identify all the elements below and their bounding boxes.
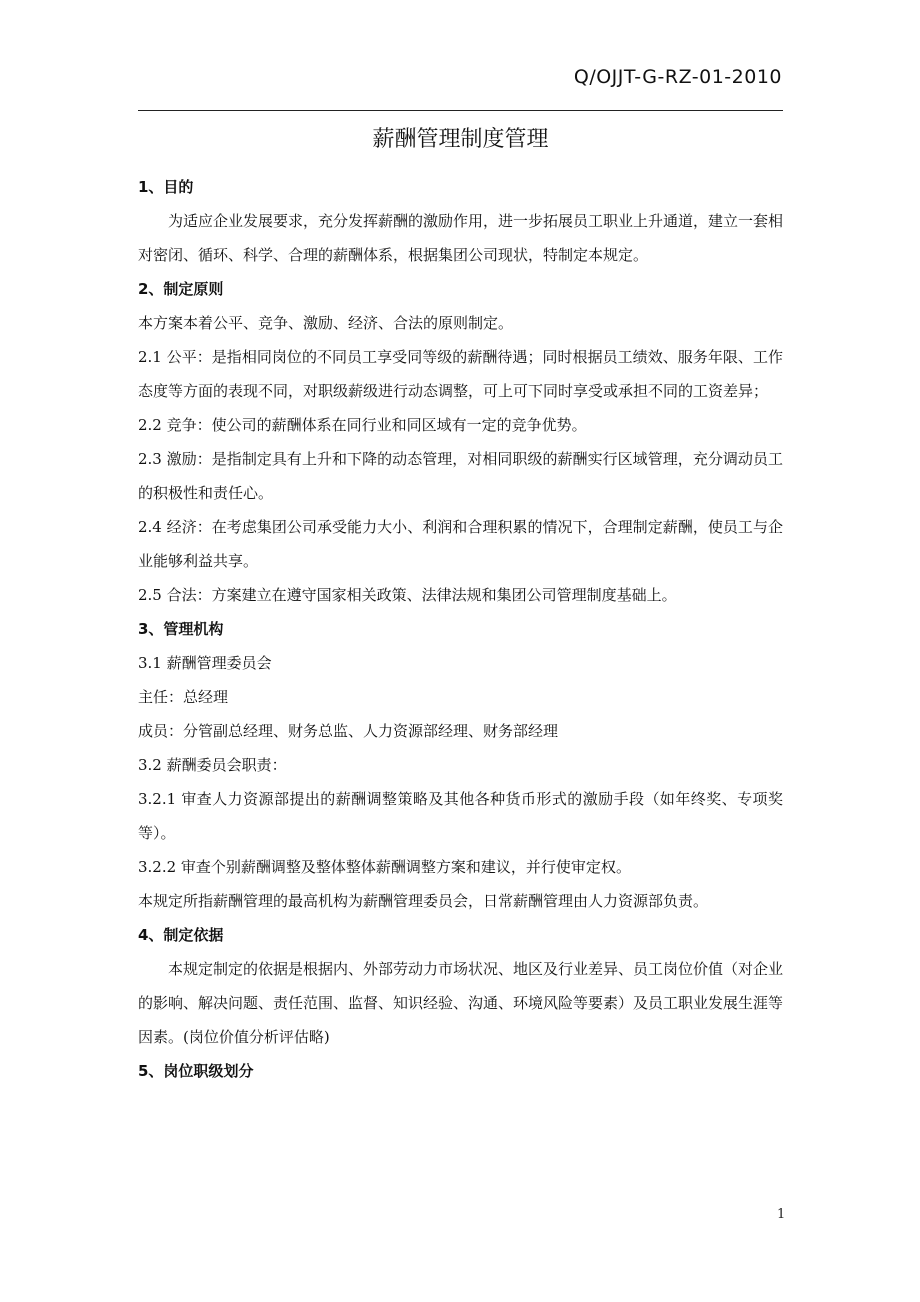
principle-fairness: 2.1 公平：是指相同岗位的不同员工享受同等级的薪酬待遇；同时根据员工绩效、服务年限、工作态度等方面的表现不同，对职级薪级进行动态调整，可上可下同时享受或承担不同的工资差异； [138,348,783,400]
principles-intro: 本方案本着公平、竞争、激励、经济、合法的原则制定。 [138,314,514,332]
committee-duty-1: 3.2.1 审查人力资源部提出的薪酬调整策略及其他各种货币形式的激励手段（如年终奖、专项奖等）。 [138,790,783,842]
purpose-paragraph: 为适应企业发展要求，充分发挥薪酬的激励作用，进一步拓展员工职业上升通道，建立一套相对密闭、循环、科学、合理的薪酬体系，根据集团公司现状，特制定本规定。 [138,212,784,264]
document-body [138,170,783,1088]
committee-duty-2: 3.2.2 审查个别薪酬调整及整体整体薪酬调整方案和建议，并行使审定权。 [138,858,631,876]
section-heading-organization: 3、管理机构 [138,620,224,638]
header-divider [138,110,783,111]
committee-members: 成员：分管副总经理、财务总监、人力资源部经理、财务部经理 [138,722,559,740]
section-heading-basis: 4、制定依据 [138,926,224,944]
principle-incentive: 2.3 激励：是指制定具有上升和下降的动态管理，对相同职级的薪酬实行区域管理，充分调动员工的积极性和责任心。 [138,450,783,502]
section-heading-grades: 5、岗位职级划分 [138,1062,254,1080]
page-number: 1 [777,1207,786,1222]
document-code: Q/OJJT-G-RZ-01-2010 [573,66,782,88]
committee-duties-title: 3.2 薪酬委员会职责： [138,756,287,774]
basis-paragraph: 本规定制定的依据是根据内、外部劳动力市场状况、地区及行业差异、员工岗位价值（对企业的影响、解决问题、责任范围、监督、知识经验、沟通、环境风险等要素）及员工职业发展生涯等因素。(岗位价值分析评估略) [138,960,784,1046]
document-title: 薪酬管理制度管理 [372,127,549,152]
section-heading-purpose: 1、目的 [138,178,194,196]
principle-legality: 2.5 合法：方案建立在遵守国家相关政策、法律法规和集团公司管理制度基础上。 [138,586,677,604]
section-heading-principles: 2、制定原则 [138,280,224,298]
organization-note: 本规定所指薪酬管理的最高机构为薪酬管理委员会，日常薪酬管理由人力资源部负责。 [138,892,709,910]
committee-director: 主任：总经理 [138,688,229,706]
principle-economy: 2.4 经济：在考虑集团公司承受能力大小、利润和合理积累的情况下，合理制定薪酬，使员工与企业能够利益共享。 [138,518,783,570]
principle-competition: 2.2 竞争：使公司的薪酬体系在同行业和同区域有一定的竞争优势。 [138,416,587,434]
committee-title: 3.1 薪酬管理委员会 [138,654,272,672]
